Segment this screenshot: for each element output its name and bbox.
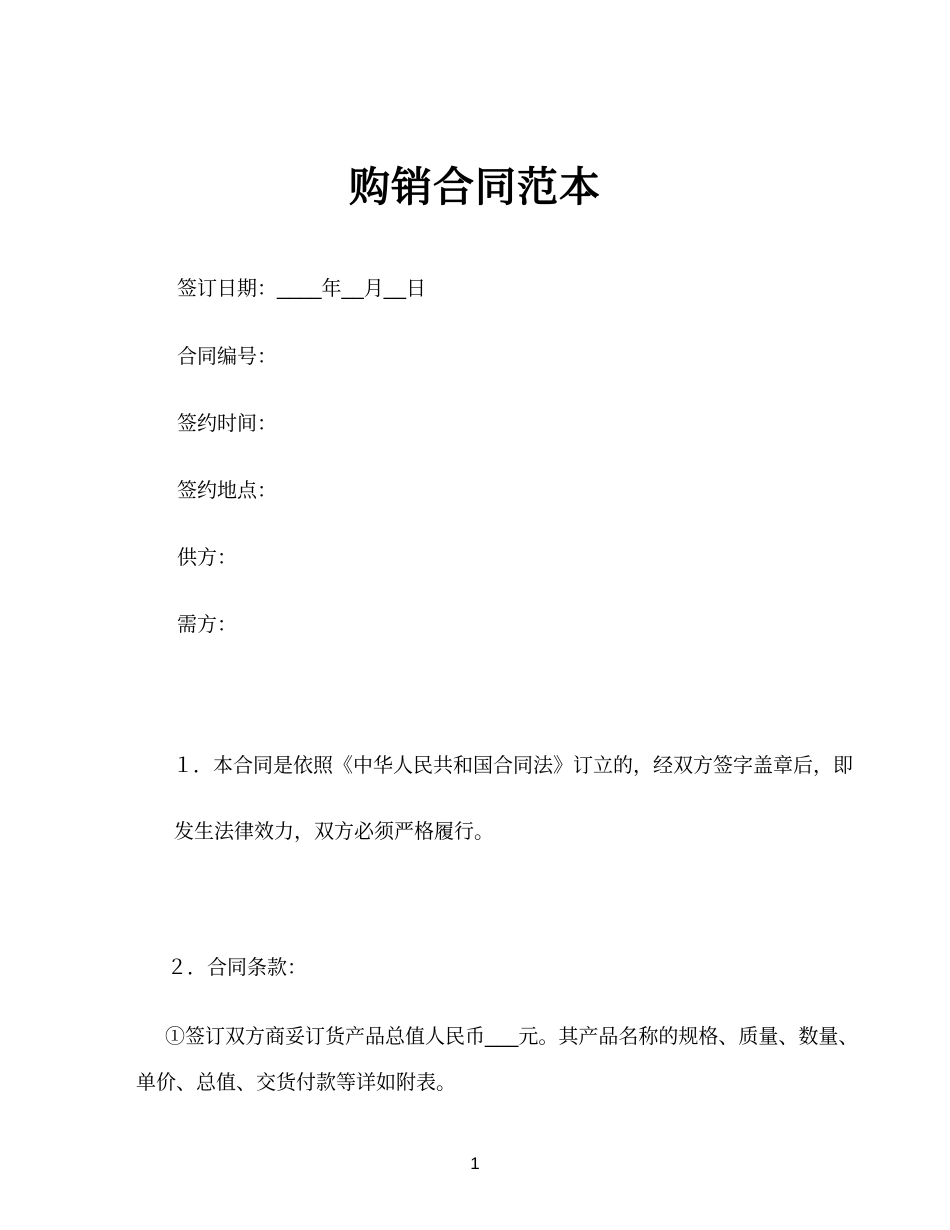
page-number: 1 xyxy=(470,1154,480,1173)
clause-2-heading: ２．合同条款： xyxy=(167,957,307,979)
field-supplier: 供方： xyxy=(177,547,237,569)
field-sign-date: 签订日期：____年__月__日 xyxy=(177,278,426,300)
clause-1-line-1: １．本合同是依照《中华人民共和国合同法》订立的，经双方签字盖章后，即 xyxy=(173,755,853,777)
clause-3-line-1: ①签订双方商妥订货产品总值人民币___元。其产品名称的规格、质量、数量、 xyxy=(165,1026,859,1048)
clause-1-line-2: 发生法律效力，双方必须严格履行。 xyxy=(174,821,494,843)
field-contract-number: 合同编号： xyxy=(177,346,277,368)
document-title: 购销合同范本 xyxy=(349,164,601,210)
field-signing-time: 签约时间： xyxy=(177,413,277,435)
clause-3-line-2: 单价、总值、交货付款等详如附表。 xyxy=(136,1072,456,1094)
field-buyer: 需方： xyxy=(177,614,237,636)
field-signing-place: 签约地点： xyxy=(177,480,277,502)
